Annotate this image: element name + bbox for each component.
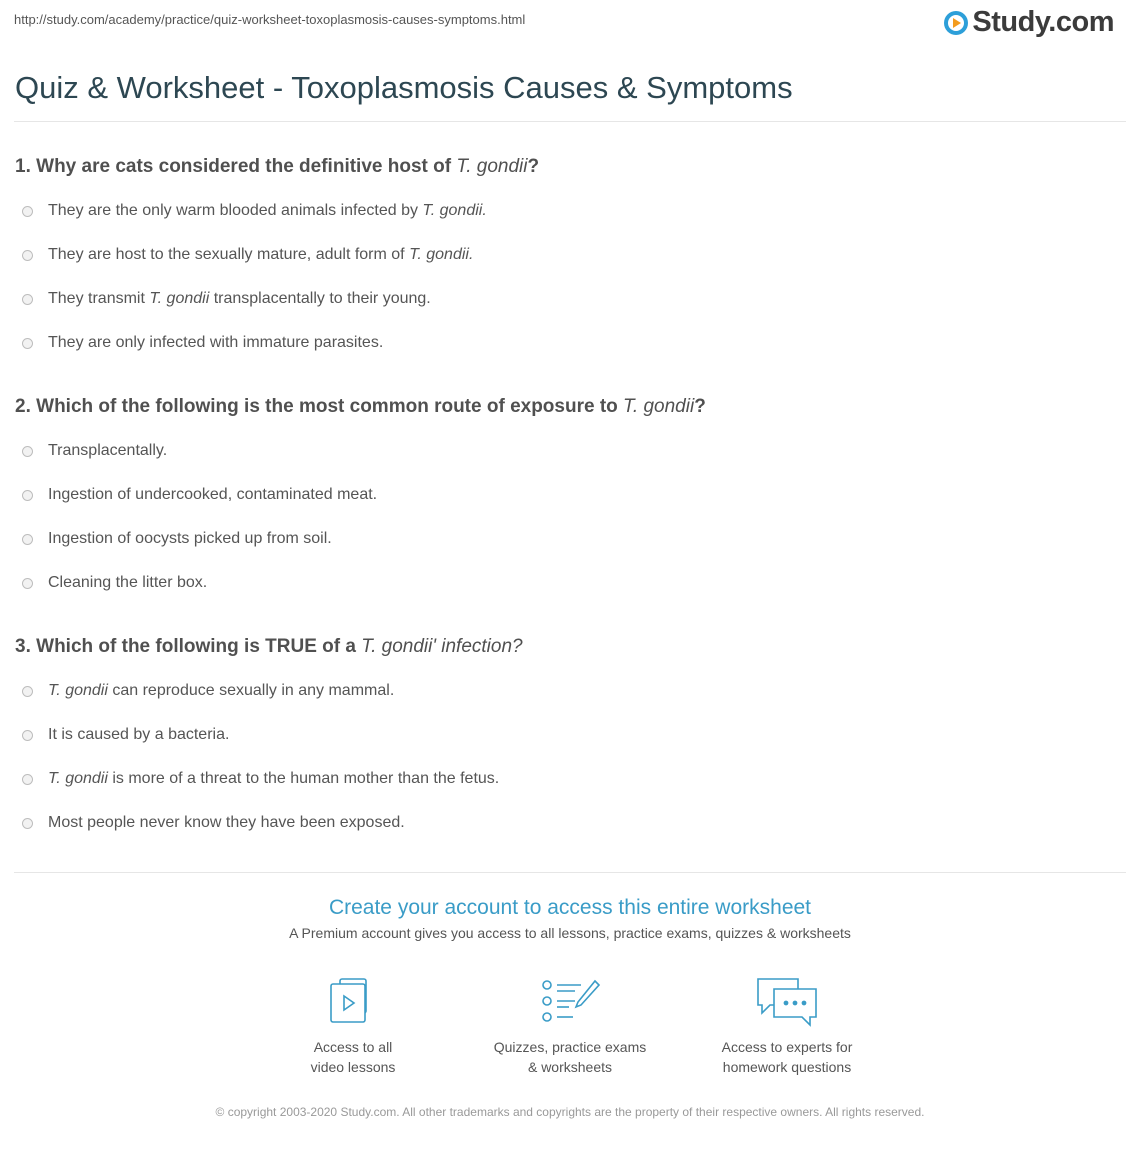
signup-cta-subtitle: A Premium account gives you access to all lessons, practice exams, quizzes & worksheets bbox=[289, 925, 851, 941]
feature-label-line1: Access to all bbox=[313, 1039, 393, 1055]
answer-label: T. gondii is more of a threat to the human mother than the fetus. bbox=[48, 770, 500, 787]
answer-label: Most people never know they have been exposed. bbox=[48, 814, 405, 831]
radio-button[interactable] bbox=[22, 686, 33, 697]
answer-option[interactable] bbox=[15, 473, 1115, 517]
question-2 bbox=[15, 395, 1115, 605]
study-logo[interactable] bbox=[943, 6, 1114, 39]
chat-bubbles-icon bbox=[752, 975, 822, 1029]
question-italic: T. gondii bbox=[456, 156, 528, 177]
radio-button[interactable] bbox=[22, 534, 33, 545]
answer-option[interactable] bbox=[15, 801, 1115, 845]
feature-label-line2: video lessons bbox=[310, 1059, 396, 1075]
answer-label: T. gondii can reproduce sexually in any mammal. bbox=[48, 682, 395, 699]
signup-cta-link[interactable]: Create your account to access this entire worksheet bbox=[328, 896, 812, 919]
question-text bbox=[15, 155, 1115, 179]
question-stem: Why are cats considered the definitive host of bbox=[36, 156, 452, 177]
feature-label-line2: homework questions bbox=[722, 1059, 852, 1075]
answer-label: Ingestion of oocysts picked up from soil. bbox=[48, 530, 332, 547]
play-logo-icon bbox=[943, 10, 969, 36]
question-text bbox=[15, 395, 1115, 419]
answer-label: Ingestion of undercooked, contaminated meat. bbox=[48, 486, 378, 503]
question-number: 2. bbox=[15, 396, 31, 417]
page-url: http://study.com/academy/practice/quiz-worksheet-toxoplasmosis-causes-symptoms.html bbox=[14, 12, 526, 27]
feature-label-line2: & worksheets bbox=[527, 1059, 613, 1075]
answer-label: They are host to the sexually mature, adult form of T. gondii. bbox=[48, 246, 474, 263]
page-title: Quiz & Worksheet - Toxoplasmosis Causes & Symptoms bbox=[15, 70, 793, 105]
question-stem: Which of the following is TRUE of a bbox=[36, 636, 356, 657]
answer-option[interactable] bbox=[15, 517, 1115, 561]
answer-label: They are the only warm blooded animals infected by T. gondii. bbox=[48, 202, 487, 219]
answer-option[interactable] bbox=[15, 757, 1115, 801]
feature-video-lessons bbox=[245, 975, 462, 1077]
answer-option[interactable] bbox=[15, 669, 1115, 713]
answer-option[interactable] bbox=[15, 277, 1115, 321]
answer-option[interactable] bbox=[15, 321, 1115, 365]
radio-button[interactable] bbox=[22, 490, 33, 501]
answer-option[interactable] bbox=[15, 429, 1115, 473]
premium-features bbox=[0, 975, 1140, 1077]
quiz-checklist-icon bbox=[535, 975, 605, 1029]
answer-label: It is caused by a bacteria. bbox=[48, 726, 230, 743]
question-number: 1. bbox=[15, 156, 31, 177]
cta-divider bbox=[14, 872, 1126, 873]
title-divider bbox=[14, 121, 1126, 122]
radio-button[interactable] bbox=[22, 250, 33, 261]
answer-label: Transplacentally. bbox=[48, 442, 168, 459]
answer-label: Cleaning the litter box. bbox=[48, 574, 208, 591]
answer-option[interactable] bbox=[15, 561, 1115, 605]
feature-label-line1: Quizzes, practice exams bbox=[493, 1039, 647, 1055]
question-text bbox=[15, 635, 1115, 659]
radio-button[interactable] bbox=[22, 730, 33, 741]
answer-label: They are only infected with immature parasites. bbox=[48, 334, 384, 351]
logo-text: Study.com bbox=[972, 6, 1114, 38]
answer-option[interactable] bbox=[15, 713, 1115, 757]
question-italic: T. gondii' infection? bbox=[361, 636, 523, 657]
radio-button[interactable] bbox=[22, 446, 33, 457]
question-suffix: ? bbox=[694, 396, 706, 417]
radio-button[interactable] bbox=[22, 774, 33, 785]
radio-button[interactable] bbox=[22, 578, 33, 589]
answer-option[interactable] bbox=[15, 233, 1115, 277]
radio-button[interactable] bbox=[22, 338, 33, 349]
question-suffix: ? bbox=[527, 156, 540, 177]
question-number: 3. bbox=[15, 636, 31, 657]
feature-experts bbox=[679, 975, 896, 1077]
radio-button[interactable] bbox=[22, 818, 33, 829]
radio-button[interactable] bbox=[22, 294, 33, 305]
answer-label: They transmit T. gondii transplacentally to their young. bbox=[48, 290, 431, 307]
radio-button[interactable] bbox=[22, 206, 33, 217]
question-stem: Which of the following is the most common route of exposure to bbox=[36, 396, 618, 417]
feature-quizzes bbox=[462, 975, 679, 1077]
video-lessons-icon bbox=[318, 975, 388, 1029]
question-3 bbox=[15, 635, 1115, 845]
question-1 bbox=[15, 155, 1115, 365]
question-italic: T. gondii bbox=[623, 396, 695, 417]
answer-option[interactable] bbox=[15, 189, 1115, 233]
copyright-notice: © copyright 2003-2020 Study.com. All other trademarks and copyrights are the property of their respective owners. All rights reserved. bbox=[215, 1105, 925, 1119]
feature-label-line1: Access to experts for bbox=[721, 1039, 853, 1055]
